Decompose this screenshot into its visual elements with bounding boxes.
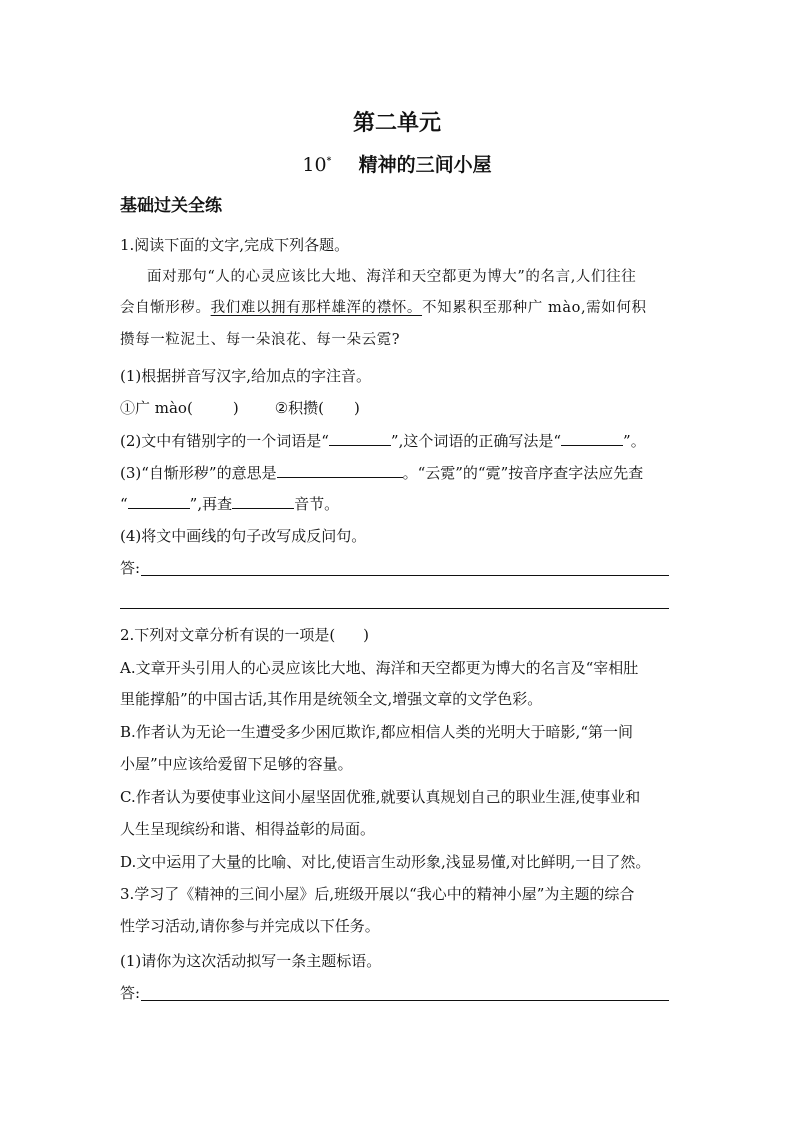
sub2-text: ”。 xyxy=(623,432,646,450)
sub3-text: (3)“自惭形秽”的意思是 xyxy=(120,464,277,482)
correct-word-blank[interactable] xyxy=(561,430,623,446)
lesson-title xyxy=(0,150,794,177)
q2-stem-close: ) xyxy=(363,626,370,644)
meaning-blank[interactable] xyxy=(277,462,403,478)
q3-sub1: (1)请你为这次活动拟写一条主题标语。 xyxy=(120,952,382,970)
sub3-text: ”,再查 xyxy=(189,495,233,513)
underlined-sentence: 我们难以拥有那样雄浑的襟怀。 xyxy=(210,300,423,316)
sub3-text: 音节。 xyxy=(294,495,340,513)
passage-text: 不知累积至那种广 mào,需如何积 xyxy=(422,300,647,316)
q2-option-c2: 人生呈现缤纷和谐、相得益彰的局面。 xyxy=(120,820,376,838)
lesson-name: 精神的三间小屋 xyxy=(358,154,492,176)
sub2-text: (2)文中有错别字的一个词语是“ xyxy=(120,432,329,450)
item1-close: ) xyxy=(232,399,239,417)
letter-blank[interactable] xyxy=(128,493,190,509)
q1-sub3-line1 xyxy=(120,462,643,483)
q1-answer-line2[interactable] xyxy=(120,608,669,609)
q3-answer-line[interactable] xyxy=(141,1000,669,1001)
item2-close: ) xyxy=(354,399,360,417)
sub2-text: ”,这个词语的正确写法是“ xyxy=(390,432,562,450)
q2-option-a1: A.文章开头引用人的心灵应该比大地、海洋和天空都更为博大的名言及“宰相肚 xyxy=(120,659,639,677)
q1-sub3-line2 xyxy=(120,493,339,514)
q2-option-a2: 里能撑船”的中国古话,其作用是统领全文,增强文章的文学色彩。 xyxy=(120,690,543,708)
lesson-mark: * xyxy=(326,156,332,167)
q2-option-b1: B.作者认为无论一生遭受多少困厄欺诈,都应相信人类的光明大于暗影,“第一间 xyxy=(120,723,633,741)
q1-answer-label: 答: xyxy=(120,559,141,577)
unit-title: 第二单元 xyxy=(352,110,441,136)
item2-label: ②积攒( xyxy=(274,399,324,417)
q2-option-c1: C.作者认为要使事业这间小屋坚固优雅,就要认真规划自己的职业生涯,使事业和 xyxy=(120,788,641,806)
q1-passage-line3: 攒每一粒泥土、每一朵浪花、每一朵云霓? xyxy=(120,332,401,348)
item1-label: ①广 mào( xyxy=(120,399,193,417)
q2-option-d1: D.文中运用了大量的比喻、对比,使语言生动形象,浅显易懂,对比鲜明,一目了然。 xyxy=(120,853,651,871)
q2-stem xyxy=(120,625,369,645)
q2-option-b2: 小屋”中应该给爱留下足够的容量。 xyxy=(120,755,353,773)
q1-stem: 1.阅读下面的文字,完成下列各题。 xyxy=(120,236,350,254)
section-title: 基础过关全练 xyxy=(120,196,222,216)
q3-answer-label: 答: xyxy=(120,984,141,1002)
q3-stem-line2: 性学习活动,请你参与并完成以下任务。 xyxy=(120,917,380,935)
syllable-blank[interactable] xyxy=(232,493,294,509)
wrong-word-blank[interactable] xyxy=(329,430,391,446)
q1-sub2 xyxy=(120,430,646,451)
sub3-text: “ xyxy=(120,495,128,513)
q1-sub1-items xyxy=(120,398,360,418)
q1-passage-line1: 面对那句“人的心灵应该比大地、海洋和天空都更为博大”的名言,人们往往 xyxy=(147,269,637,285)
lesson-number: 10 xyxy=(302,154,327,176)
q1-sub1: (1)根据拼音写汉字,给加点的字注音。 xyxy=(120,367,372,385)
q3-stem-line1: 3.学习了《精神的三间小屋》后,班级开展以“我心中的精神小屋”为主题的综合 xyxy=(120,885,635,903)
q2-stem-text: 2.下列对文章分析有误的一项是( xyxy=(120,626,336,644)
q1-passage-line2 xyxy=(120,298,647,318)
q1-answer-line[interactable] xyxy=(141,575,669,576)
passage-text: 会自惭形秽。 xyxy=(120,300,211,316)
sub3-text: 。“云霓”的“霓”按音序查字法应先查 xyxy=(402,464,644,482)
q1-sub4: (4)将文中画线的句子改写成反问句。 xyxy=(120,527,367,545)
